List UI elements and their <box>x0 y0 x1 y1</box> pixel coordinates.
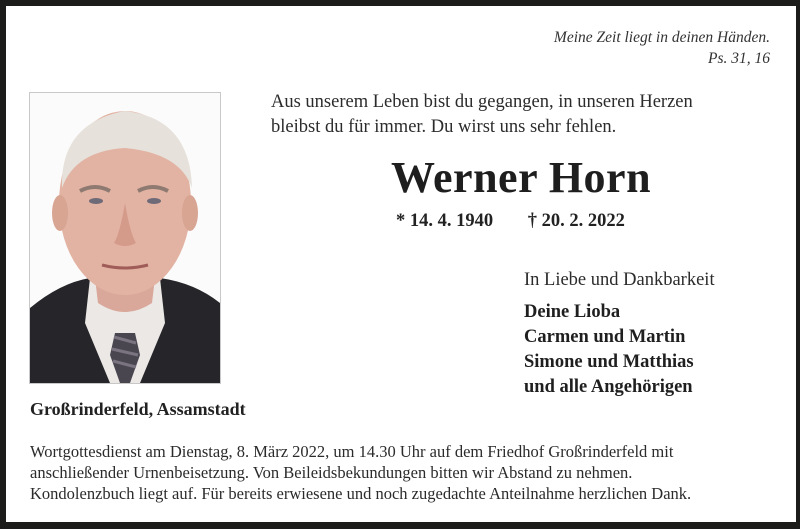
verse-line: bleibst du für immer. Du wirst uns sehr fehlen. <box>271 117 617 137</box>
motto-quote: Meine Zeit liegt in deinen Händen. <box>553 29 770 46</box>
location: Großrinderfeld, Assamstadt <box>30 399 246 419</box>
memorial-verse <box>271 90 693 140</box>
deceased-name: Werner Horn <box>390 153 652 202</box>
thanks-intro: In Liebe und Dankbarkeit <box>524 270 715 290</box>
service-line: Wortgottesdienst am Dienstag, 8. März 2022, um 14.30 Uhr auf dem Friedhof Großrinderfeld mit <box>30 442 674 461</box>
death-date: † 20. 2. 2022 <box>527 211 625 231</box>
mourners-list <box>524 300 694 400</box>
mourner-entry: Carmen und Martin <box>524 327 686 347</box>
birth-date: * 14. 4. 1940 <box>396 211 494 231</box>
motto <box>554 27 770 69</box>
service-notice <box>30 441 790 504</box>
service-line: anschließender Urnenbeisetzung. Von Beileidsbekundungen bitten wir Abstand zu nehmen. <box>30 463 633 482</box>
portrait-illustration <box>30 93 220 383</box>
mourner-entry: Simone und Matthias <box>524 352 694 372</box>
mourner-entry: und alle Angehörigen <box>524 377 693 397</box>
life-dates <box>396 211 625 232</box>
verse-line: Aus unserem Leben bist du gegangen, in unseren Herzen <box>271 92 693 112</box>
service-line: Kondolenzbuch liegt auf. Für bereits erwiesene und noch zugedachte Anteilnahme herzlichen Dank. <box>30 484 692 503</box>
mourner-entry: Deine Lioba <box>524 302 621 322</box>
motto-reference: Ps. 31, 16 <box>708 50 770 67</box>
obituary-card <box>6 6 796 522</box>
portrait-photo <box>29 92 221 384</box>
